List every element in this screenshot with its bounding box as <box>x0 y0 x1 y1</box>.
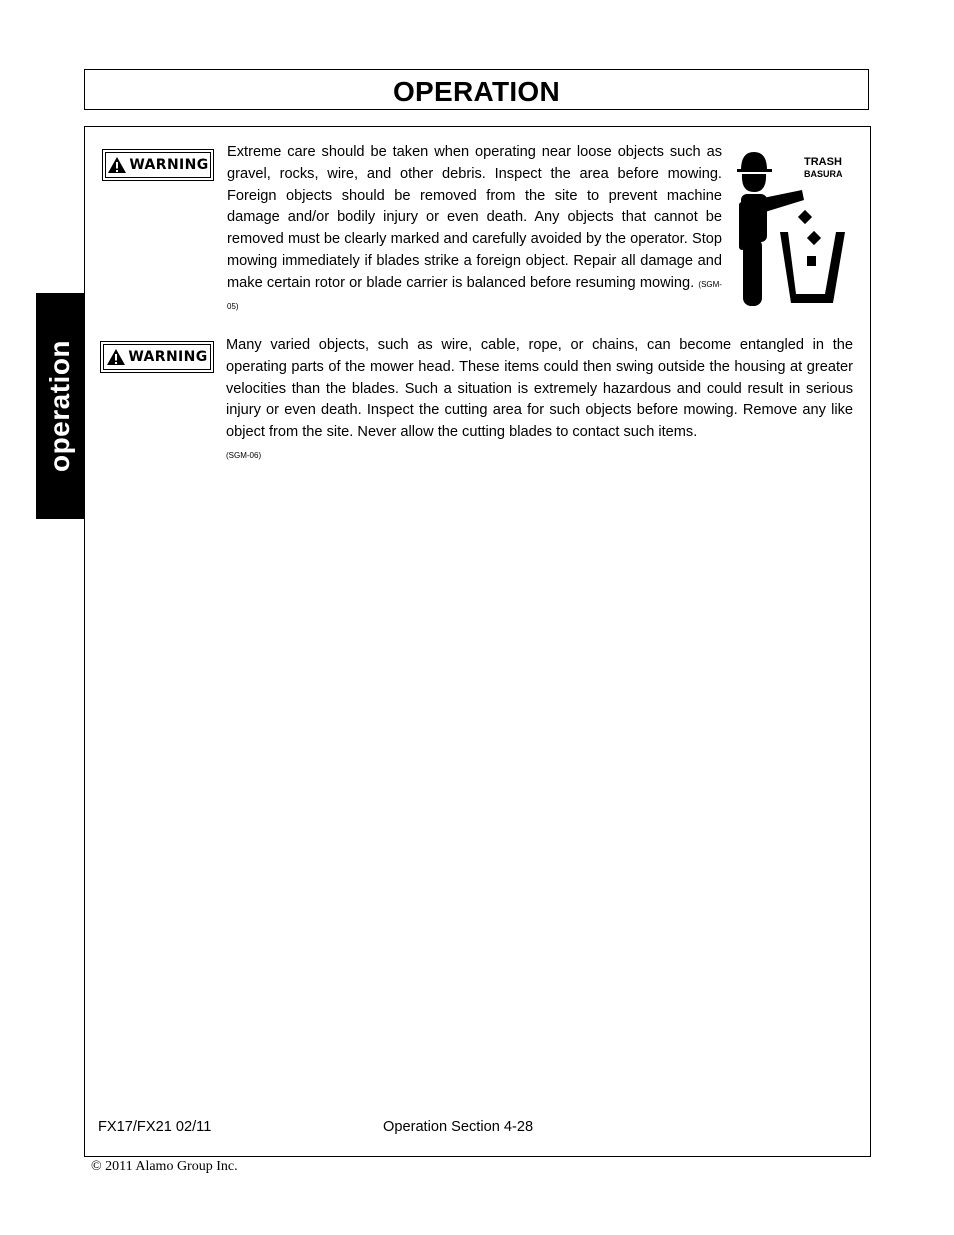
page-header <box>84 69 869 110</box>
warning-word: WARNING <box>128 349 208 365</box>
warning-label <box>100 341 214 373</box>
trash-label: TRASH <box>804 156 842 168</box>
footer-page-number: Operation Section 4-28 <box>383 1119 534 1135</box>
warning-label <box>102 149 214 181</box>
warning-text: Many varied objects, such as wire, cable, rope, or chains, can become entangled in the operating parts of the mower head. These items could then swing outside the housing at greater velocities than the blades. Such a situation is extremely hazardous and could result in serious injury or even death. Inspect the cutting area for such objects before mowing. Remove any like object from the site. Never allow the cutting blades to contact such items. <box>226 337 853 441</box>
warning-reference-code: (SGM-06) <box>226 450 262 460</box>
side-tab-label: operation <box>44 339 75 473</box>
warning-word: WARNING <box>129 157 209 173</box>
basura-label: BASURA <box>804 169 843 179</box>
copyright-notice: © 2011 Alamo Group Inc. <box>91 1159 238 1174</box>
warning-reference-code: (SGM-05) <box>227 279 722 311</box>
page-title: OPERATION <box>392 76 561 107</box>
footer-model-date: FX17/FX21 02/11 <box>98 1119 212 1135</box>
section-side-tab <box>36 293 84 519</box>
warning-triangle-icon <box>107 156 127 174</box>
trash-disposal-icon <box>734 148 852 310</box>
warning-paragraph <box>227 142 722 316</box>
warning-triangle-icon <box>106 348 126 366</box>
warning-paragraph <box>226 335 853 466</box>
warning-text: Extreme care should be taken when operating near loose objects such as gravel, rocks, wire, and other debris. Inspect the area before mowing. Foreign objects should be removed from the site to prevent machine damage and/or bodily injury or even death. Any objects that cannot be removed must be clearly marked and carefully avoided by the operator. Stop mowing immediately if blades strike a foreign object. Repair all damage and make certain rotor or blade carrier is balanced before resuming mowing. <box>227 144 722 291</box>
